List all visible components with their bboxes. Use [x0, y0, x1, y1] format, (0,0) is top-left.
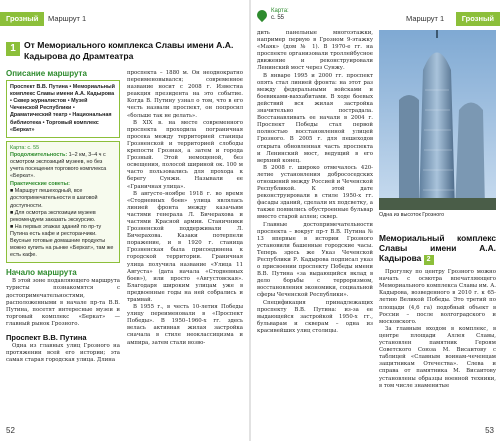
body-paragraph: В 1955 г., в честь 10-летия Победы улицу переименовали в «Проспект Победы». В 1950–1960-х гг. здесь велась активная жилая застройка сначала в стиле неоклассицизма и ампира, затем стали возво- [127, 304, 243, 346]
right-column-1 [257, 30, 373, 335]
body-paragraph: Главные достопримечательности проспекта – вокруг пр-т В.В. Путина № 13 впервые в истории Грозного установили башенные городские часы. Теперь здесь же Указ Чеченской Республики Р. Кадырова подписал указ о присвоении проспекту Победы имени В.В. Путина «за выдающийся вклад в дело борьбы с терроризмом, восстановления экономики, социальной сферы Чеченской Республики». [257, 221, 373, 299]
start-heading: Начало маршрута [6, 268, 77, 278]
route-number-badge: 1 [6, 42, 20, 56]
left-column-2 [127, 70, 243, 347]
left-column-1 [6, 70, 120, 364]
map-reference-block [257, 8, 289, 22]
tip-item: ■ Маршрут пешеходный, все достопримечательности в шаговой доступности. [10, 188, 98, 209]
prospect-heading: Проспект В.В. Путина [6, 333, 87, 342]
right-column-2 [379, 212, 496, 390]
photo-caption: Одна из высоток Грозного [379, 212, 445, 218]
route-label: Маршрут 1 [48, 14, 87, 23]
body-paragraph: В XIX в. на месте современного проспекта проходила пограничная просека между территорией станицы Грозненской и территорией слободы крепости Грозная, а затем и города Грозный. Этой немощеной, без освещения, полосой шириной ок. 100 м часто пользовались для прохода к берегу Сунжи. Называли ее «Граничная улица». [127, 119, 243, 190]
memorial-heading-text: Мемориальный комплекс Славы имени А.А. Кадырова [379, 233, 496, 264]
route-info-box [6, 141, 120, 264]
memorial-number-badge: 2 [424, 255, 434, 265]
description-heading: Описание маршрута [6, 69, 87, 78]
body-paragraph: Спецификация принадлежащих проспекту В.В. Путина: из-за ее выдающейся застройкой 1950-х гг., бульварам и скверам – одна из красивейших улиц столицы. [257, 299, 373, 334]
body-paragraph: За главным входом в комплекс, в центре площади Аллея Славы, установлен памятник Героям Советского Союза М. Висаитову с таблицей «Славным воинам-чеченцам защитникам Отечества». Слева и справа от памятника М. Висаитову установлены образцы военной техники, в том числе знаменитые [379, 325, 496, 389]
left-page [0, 0, 249, 441]
body-paragraph: В 2008 г. широко отмечалось 420-летие установления добрососедских отношений между Россией и Чеченской Республикой. К этой дате реконструировали в стиле 1950-х гг. фасады зданий, сделали их подсветку, а также появились обустроенные бульвар вместо старой аллеи; сквер. [257, 164, 373, 221]
start-paragraph: В этой зоне подавляющего маршрута туристы познакомятся с достопримечательностями, расположенными в начале пр-та В.В. Путина, посетят интересные музеи и торговый комплекс «Беркат» — главный рынок Грозного. [6, 278, 120, 327]
skyscraper-illustration [379, 30, 496, 210]
map-label: Карта: [271, 8, 289, 14]
duration-value: 1–2 км, 3–4 ч с осмотром экспозиций музеев, но без учета посещения торгового комплекса «Беркат». [10, 151, 107, 180]
body-paragraph: В августе–ноябре 1918 г. во время «Стодневных боев» улица являлась линией фронта между казачьим частями генерала Л. Бичерахова и частями Красной армии. Станичники Грозненской поддерживали Л. Бичерахова. Казаки потерпели поражение, и в 1920 г. станица Грозненская была присоединена к городской территории. Граничная улица получила название «Улица 11 Августа» (дата начала «Стодневных боев»), или просто «Августовская». Благодаря широким улицам уже в предвоенные годы на ней собрались и трамвай. [127, 190, 243, 303]
section-tab: Грозный [456, 12, 500, 26]
tower-photo [379, 30, 496, 210]
map-reference: Карта: с. 55 [10, 144, 40, 151]
route-title: От Мемориального комплекса Славы имени А.А. Кадырова до Драмтеатра [24, 40, 234, 61]
route-label: Маршрут 1 [406, 14, 445, 23]
body-paragraph: проспекта – 1880 м. Он неоднократно переименовывался; современное название носит с 2008 г. Известна реакция президента на это событие. Когда В. Путину узнал о том, что в его честь назвали проспект, он попросил «больше так не делать». [127, 70, 243, 119]
prospect-paragraph: Одна из главных улиц Грозного на протяжении всей его истории; эта самая старая городская улица. Длина [6, 343, 120, 364]
memorial-heading [379, 233, 496, 265]
page-number: 52 [6, 426, 15, 435]
route-stops-box: Проспект В.В. Путина • Мемориальный комплекс Славы имени А.А. Кадырова • Сквер журналистов • Музей Чеченской Республики • Драматический театр • Национальная библиотека • Торговый комплекс «Беркат» [6, 80, 120, 138]
tip-item: ■ На первых этажах зданий по пр-ту Путина есть кафе и ресторанчики. Вкусные готовые домашние продукты можно купить на рынке «Беркат», там же есть кафе. [10, 223, 114, 259]
page-number: 53 [485, 426, 494, 435]
map-page: с. 55 [271, 15, 285, 21]
duration-label: Продолжительность: [10, 151, 68, 158]
tips-heading: Практические советы: [10, 181, 70, 188]
tip-item: ■ Для осмотра экспозиции музеев рекомендуем заказать экскурсию. [10, 209, 96, 223]
right-page [251, 0, 500, 441]
route-title-block [6, 40, 246, 62]
body-paragraph: В январе 1995 и 2000 гг. проспект опять стал линией фронта: на этот раз между федеральными войсками и боевиками-ваххабитами. В ходе боевых действий вся жилая застройка значительно пострадала. Восстанавливать ее начали в 2004 г. Проспект Победы стал первой полностью восстановленной улицей Грозного. В 2005 г. для пешеходов открыта обновленная часть проспекта и Ленинский мост, ведущий в его верхний конец. [257, 72, 373, 164]
map-pin-icon [255, 8, 269, 22]
body-paragraph: дить панельные многоэтажки, например первую в Грозном 9-этажку «Маяк» (дом № 1). В 1970-е гг. на проспекте организовали троллейбусное движение и реконструировали Ленинский мост через Сунжу. [257, 30, 373, 72]
section-tab: Грозный [0, 12, 44, 26]
body-paragraph: Прогулку по центру Грозного можно начать с осмотра впечатляющего Мемориального комплекса Славы им. А. Кадырова, возведенного в 2010 г. к 65-летию Великой Победы. Это третий по площади (4,6 га) подобный объект в России – после волгоградского и московского. [379, 269, 496, 325]
